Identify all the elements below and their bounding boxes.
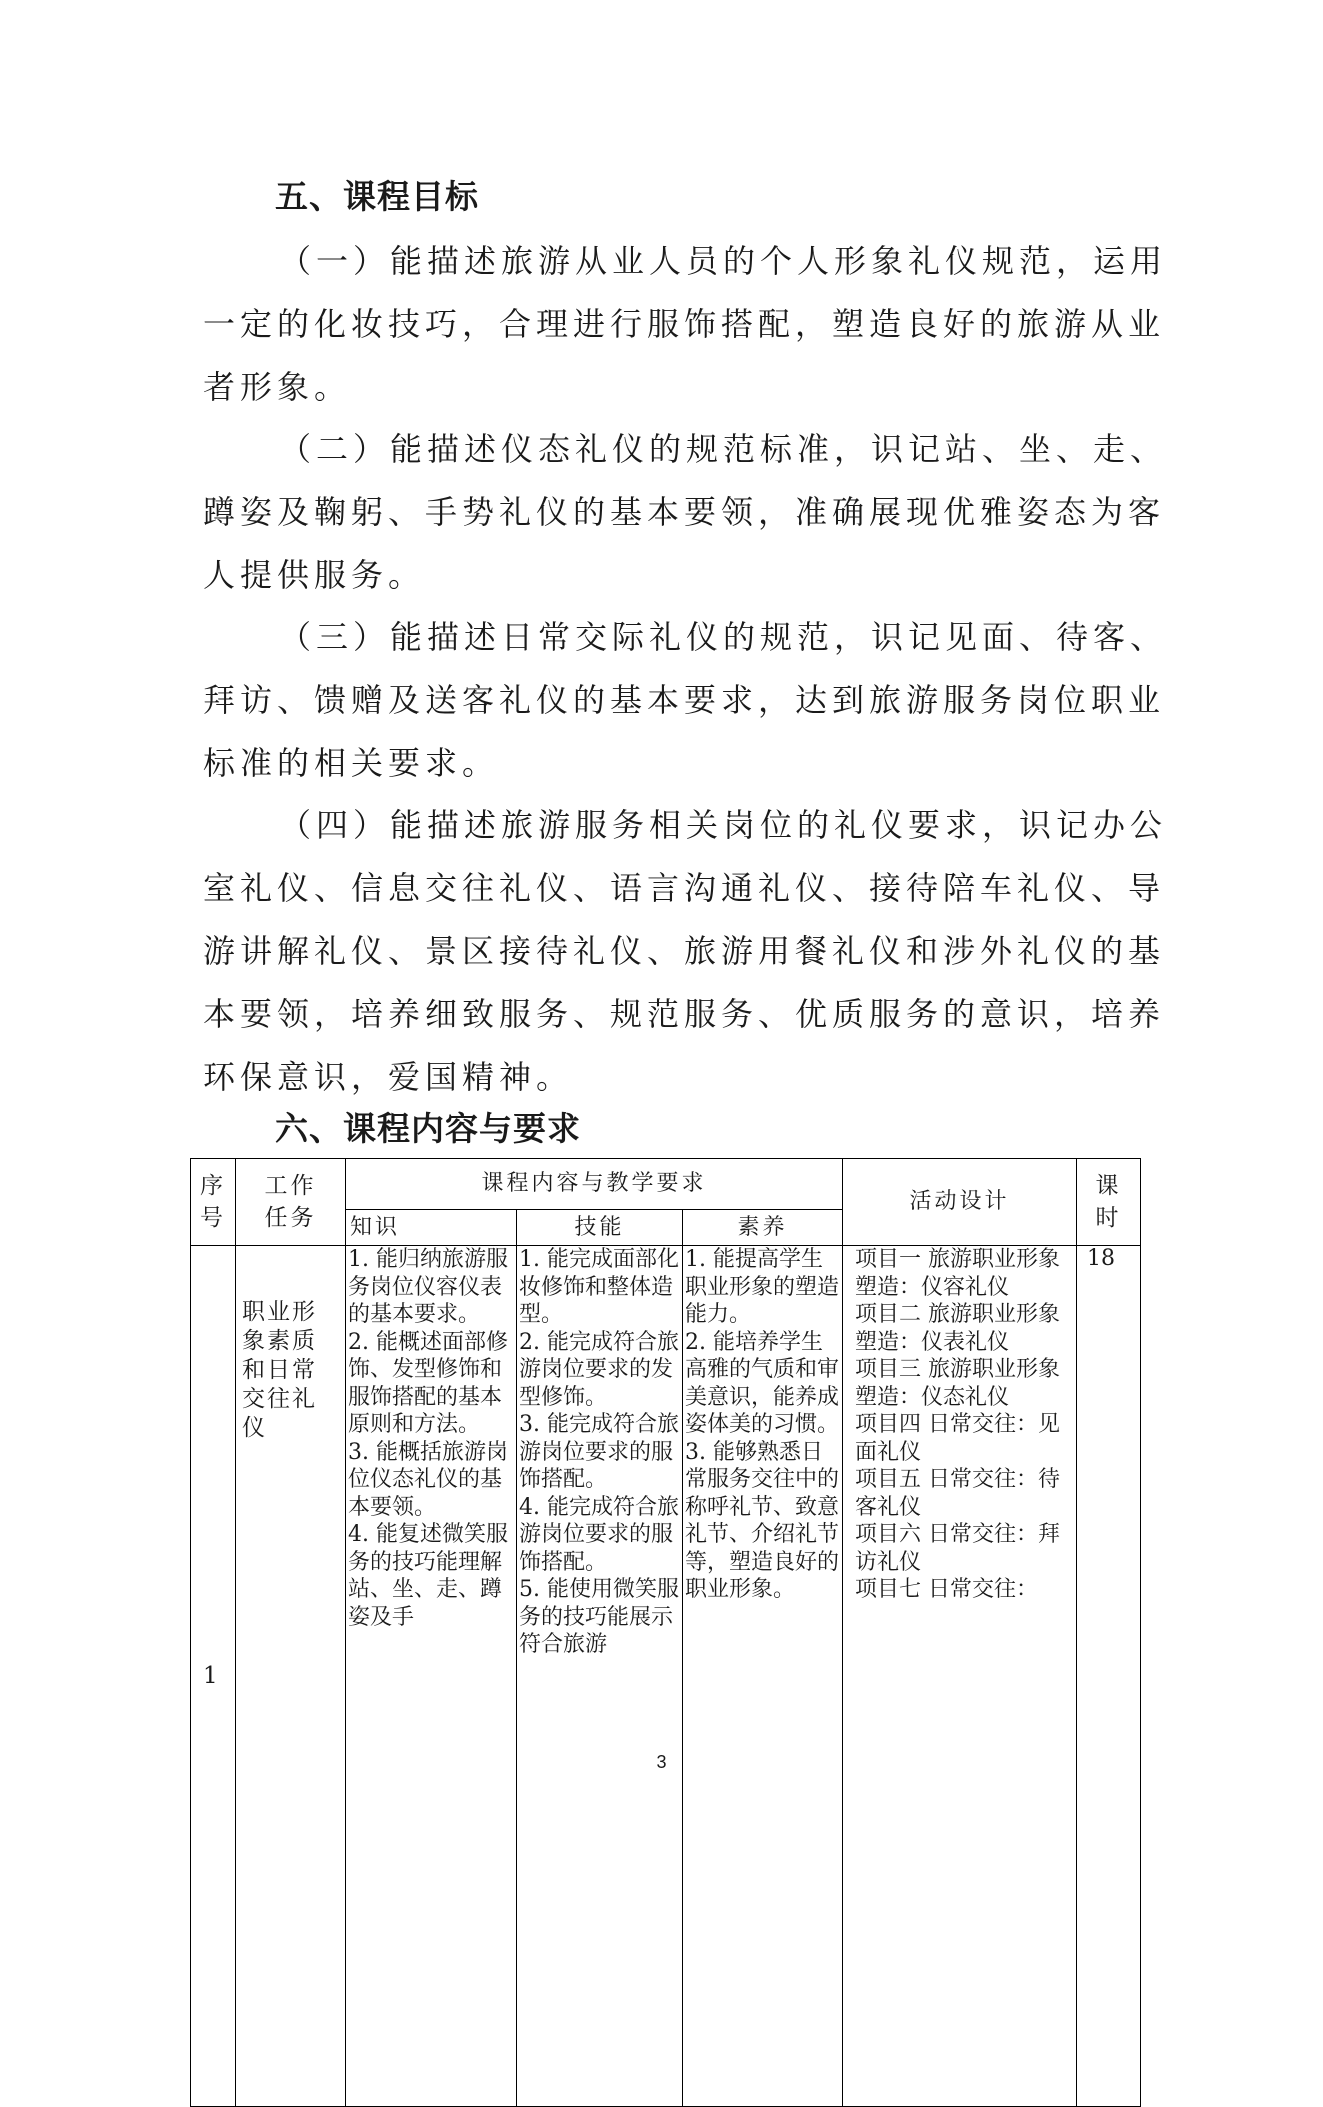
paragraph-line: 者形象。 [203,368,352,406]
skill-item: 2. 能完成符合旅游岗位要求的发型修饰。 [519,1329,679,1410]
paragraph-line: （一）能描述旅游从业人员的个人形象礼仪规范，运用 [279,242,1168,280]
header-activity: 活动设计 [843,1159,1077,1246]
knowledge-item: 3. 能概括旅游岗位仪态礼仪的基本要领。 [348,1439,508,1520]
header-hours-line: 时 [1095,1205,1122,1231]
header-hours-line: 课 [1095,1173,1122,1199]
row-skill [517,1246,683,2107]
header-seq-line: 号 [200,1205,226,1231]
activity-item: 项目二 旅游职业形象塑造：仪表礼仪 [855,1302,1061,1355]
paragraph-line: 本要领，培养细致服务、规范服务、优质服务的意识，培养 [203,995,1166,1033]
row-knowledge [346,1246,517,2107]
paragraph-line: （四）能描述旅游服务相关岗位的礼仪要求，识记办公 [279,806,1168,844]
paragraph-line: 标准的相关要求。 [203,744,500,782]
table-row [191,1246,1141,2107]
page-number: 3 [656,1752,667,1772]
quality-item: 1. 能提高学生职业形象的塑造能力。 [685,1247,840,1327]
paragraph-line: 拜访、馈赠及送客礼仪的基本要求，达到旅游服务岗位职业 [203,681,1166,719]
paragraph-line: （三）能描述日常交际礼仪的规范，识记见面、待客、 [279,618,1168,656]
goal-paragraph-2 [203,418,1168,607]
skill-item: 1. 能完成面部化妆修饰和整体造型。 [519,1247,679,1327]
goal-paragraph-1 [203,230,1168,419]
row-activity [843,1246,1077,2107]
course-content-table [190,1158,1141,2107]
row-quality [683,1246,843,2107]
goal-paragraph-4 [203,794,1168,1109]
goal-paragraph-3 [203,606,1168,795]
paragraph-line: 蹲姿及鞠躬、手势礼仪的基本要领，准确展现优雅姿态为客 [203,493,1166,531]
paragraph-line: （二）能描述仪态礼仪的规范标准，识记站、坐、走、 [279,430,1168,468]
skill-item: 5. 能使用微笑服务的技巧能展示符合旅游 [519,1577,679,1657]
activity-item: 项目六 日常交往：拜访礼仪 [855,1522,1061,1575]
knowledge-item: 2. 能概述面部修饰、发型修饰和服饰搭配的基本原则和方法。 [348,1329,508,1437]
row-seq: 1 [191,1246,236,2107]
row-task: 职业形象素质和日常交往礼仪 [236,1246,346,2107]
header-task-line: 工作 [264,1173,317,1199]
header-skill: 技能 [517,1210,683,1246]
paragraph-line: 人提供服务。 [203,556,426,594]
row-hours: 18 [1077,1246,1141,2107]
activity-item: 项目七 日常交往： [855,1577,1039,1602]
activity-item: 项目四 日常交往：见面礼仪 [855,1412,1061,1465]
knowledge-item: 4. 能复述微笑服务的技巧能理解站、坐、走、蹲姿及手 [348,1522,508,1630]
header-content-group: 课程内容与教学要求 [346,1159,843,1210]
paragraph-line: 游讲解礼仪、景区接待礼仪、旅游用餐礼仪和涉外礼仪的基 [203,932,1166,970]
paragraph-line: 室礼仪、信息交往礼仪、语言沟通礼仪、接待陪车礼仪、导 [203,869,1166,907]
activity-item: 项目三 旅游职业形象塑造：仪态礼仪 [855,1357,1061,1410]
knowledge-item: 1. 能归纳旅游服务岗位仪容仪表的基本要求。 [348,1247,508,1327]
section-5-title: 五、课程目标 [275,177,479,216]
paragraph-line: 一定的化妆技巧，合理进行服饰搭配，塑造良好的旅游从业 [203,305,1166,343]
paragraph-line: 环保意识，爱国精神。 [203,1058,574,1096]
section-6-title: 六、课程内容与要求 [275,1109,581,1148]
header-hours [1077,1159,1141,1246]
quality-item: 2. 能培养学生高雅的气质和审美意识，能养成姿体美的习惯。 [685,1329,840,1437]
skill-item: 4. 能完成符合旅游岗位要求的服饰搭配。 [519,1494,679,1575]
header-task [236,1159,346,1246]
header-quality: 素养 [683,1210,843,1246]
activity-item: 项目五 日常交往：待客礼仪 [855,1467,1061,1520]
header-seq [191,1159,236,1246]
quality-item: 3. 能够熟悉日常服务交往中的称呼礼节、致意礼节、介绍礼节等，塑造良好的职业形象。 [685,1439,840,1602]
activity-item: 项目一 旅游职业形象塑造：仪容礼仪 [855,1247,1061,1300]
skill-item: 3. 能完成符合旅游岗位要求的服饰搭配。 [519,1412,679,1492]
header-task-line: 任务 [264,1205,317,1231]
header-knowledge: 知识 [346,1210,517,1246]
header-seq-line: 序 [200,1173,226,1199]
